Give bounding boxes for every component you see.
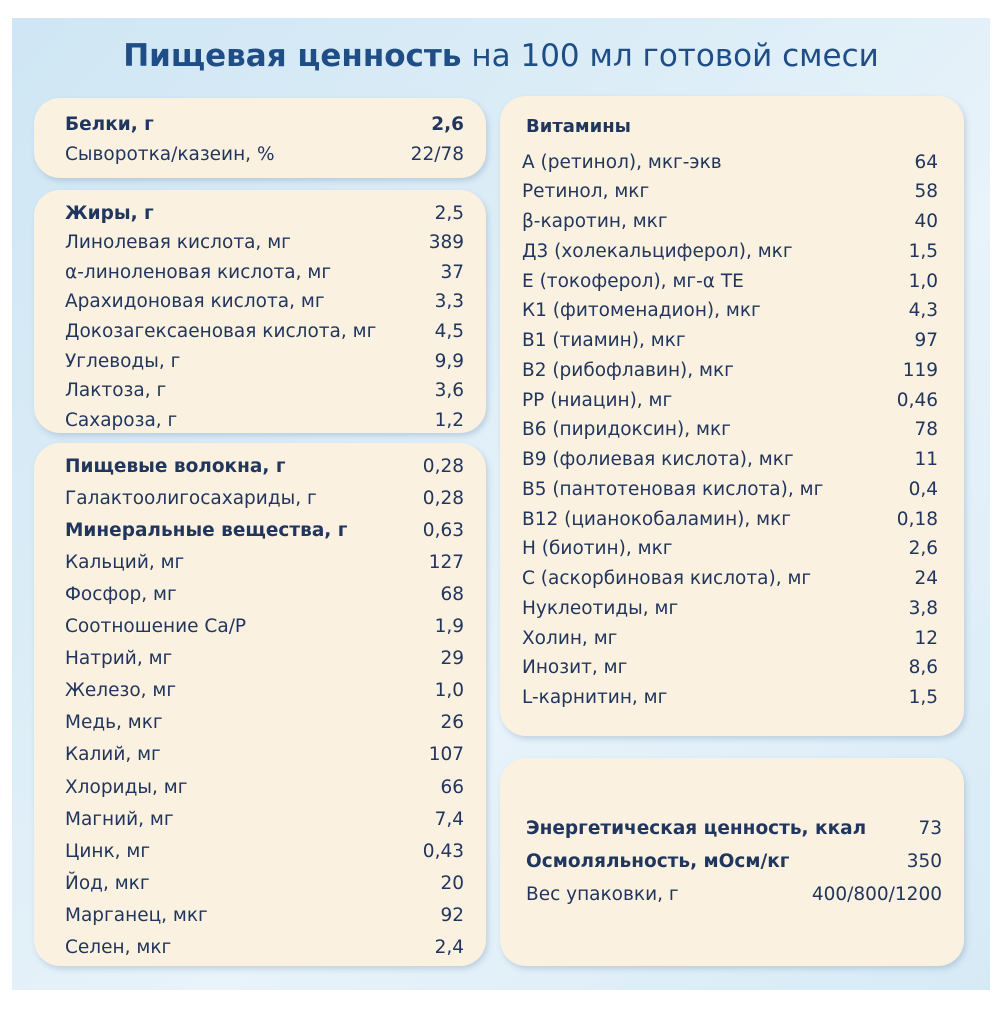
nutrient-row <box>65 110 464 138</box>
nutrient-label: Минеральные вещества, г <box>65 519 348 541</box>
nutrient-value: 40 <box>914 211 938 232</box>
nutrient-label: Йод, мкг <box>65 872 150 894</box>
nutrient-row <box>522 684 938 712</box>
vitamins-heading: Витамины <box>526 116 631 137</box>
nutrient-value: 1,5 <box>908 687 938 708</box>
nutrient-row <box>522 535 938 563</box>
nutrient-label: В12 (цианокобаламин), мкг <box>522 508 791 530</box>
nutrient-label: В1 (тиамин), мкг <box>522 330 686 351</box>
nutrient-label: Фосфор, мг <box>65 583 177 605</box>
nutrient-label: В2 (рибофлавин), мкг <box>522 359 734 381</box>
nutrient-row <box>65 258 464 286</box>
nutrient-value: 1,0 <box>434 680 464 702</box>
nutrient-value: 66 <box>440 776 464 798</box>
nutrient-label: Н (биотин), мкг <box>522 538 673 560</box>
nutrient-row <box>522 327 938 355</box>
nutrient-row <box>65 645 464 673</box>
nutrient-label: Селен, мкг <box>65 937 172 958</box>
nutrient-value: 1,0 <box>908 270 938 292</box>
nutrient-value: 20 <box>440 872 464 894</box>
nutrient-row <box>522 148 938 176</box>
page-title <box>0 38 1002 74</box>
nutrient-value: 2,6 <box>908 538 938 560</box>
title-rest: на 100 мл готовой смеси <box>461 38 879 74</box>
nutrient-label: А (ретинол), мкг-экв <box>522 151 722 173</box>
nutrient-value: 22/78 <box>410 143 464 165</box>
nutrient-value: 1,9 <box>434 616 464 637</box>
nutrient-value: 0,28 <box>422 455 464 477</box>
nutrient-row <box>526 847 942 875</box>
nutrient-value: 0,46 <box>896 389 938 411</box>
nutrient-row <box>65 934 464 962</box>
nutrient-value: 97 <box>914 330 938 351</box>
nutrient-row <box>65 406 464 434</box>
nutrient-label: Е (токоферол), мг-α ТЕ <box>522 270 744 292</box>
title-bold: Пищевая ценность <box>123 38 462 74</box>
nutrient-value: 4,5 <box>434 320 464 342</box>
nutrient-value: 0,4 <box>908 478 938 500</box>
nutrient-label: Галактоолигосахариды, г <box>65 487 317 509</box>
nutrient-value: 8,6 <box>908 657 938 679</box>
nutrient-label: Хлориды, мг <box>65 776 188 798</box>
energy-card <box>500 758 964 966</box>
nutrient-row <box>522 594 938 622</box>
nutrient-row <box>522 505 938 533</box>
nutrient-row <box>522 624 938 652</box>
proteins-card <box>34 98 486 178</box>
nutrient-label: Соотношение Са/Р <box>65 616 247 637</box>
nutrient-row <box>522 237 938 265</box>
nutrient-label: Пищевые волокна, г <box>65 455 286 477</box>
nutrient-label: Кальций, мг <box>65 551 185 573</box>
nutrient-row <box>65 805 464 833</box>
minerals-card <box>34 443 486 966</box>
nutrient-value: 29 <box>440 648 464 670</box>
nutrient-label: Углеводы, г <box>65 350 181 372</box>
nutrient-value: 2,5 <box>434 202 464 224</box>
nutrient-label: Докозагексаеновая кислота, мг <box>65 320 377 342</box>
nutrient-row <box>65 484 464 512</box>
nutrient-label: Медь, мкг <box>65 712 163 734</box>
nutrient-value: 350 <box>906 850 942 872</box>
nutrient-row <box>522 654 938 682</box>
nutrient-value: 107 <box>428 744 464 766</box>
nutrient-label: С (аскорбиновая кислота), мг <box>522 568 812 589</box>
nutrient-label: Железо, мг <box>65 680 177 702</box>
nutrient-label: Ретинол, мкг <box>522 181 650 203</box>
nutrient-row <box>65 199 464 227</box>
nutrient-value: 37 <box>440 261 464 283</box>
nutrient-value: 78 <box>914 419 938 441</box>
nutrient-label: β-каротин, мкг <box>522 211 668 232</box>
nutrient-value: 119 <box>902 359 938 381</box>
nutrient-row <box>65 452 464 480</box>
nutrient-value: 1,5 <box>908 240 938 262</box>
nutrient-label: Лактоза, г <box>65 380 167 402</box>
nutrient-label: Д3 (холекальциферол), мкг <box>522 240 793 262</box>
nutrient-row <box>65 229 464 257</box>
nutrient-row <box>522 475 938 503</box>
nutrient-row <box>522 356 938 384</box>
nutrient-value: 68 <box>440 583 464 605</box>
nutrient-row <box>65 347 464 375</box>
nutrient-row <box>65 288 464 316</box>
nutrient-value: 3,8 <box>908 597 938 619</box>
nutrient-value: 2,4 <box>434 937 464 958</box>
nutrient-value: 0,63 <box>422 519 464 541</box>
nutrient-label: Энергетическая ценность, ккал <box>526 817 867 839</box>
nutrient-value: 400/800/1200 <box>811 883 942 905</box>
nutrient-label: Жиры, г <box>65 202 154 224</box>
nutrient-row <box>65 709 464 737</box>
nutrient-value: 389 <box>428 232 464 254</box>
nutrient-row <box>522 178 938 206</box>
nutrient-row <box>65 869 464 897</box>
nutrient-label: Нуклеотиды, мг <box>522 597 679 619</box>
nutrient-row <box>65 677 464 705</box>
nutrient-row <box>65 901 464 929</box>
nutrient-value: 3,3 <box>434 291 464 313</box>
nutrient-row <box>65 773 464 801</box>
nutrient-row <box>522 446 938 474</box>
nutrient-label: L-карнитин, мг <box>522 687 668 708</box>
nutrient-row <box>526 814 942 842</box>
nutrient-label: Сыворотка/казеин, % <box>65 143 275 165</box>
nutrient-row <box>526 880 942 908</box>
nutrient-row <box>522 208 938 236</box>
nutrient-label: Холин, мг <box>522 627 618 649</box>
nutrient-row <box>65 516 464 544</box>
nutrient-value: 12 <box>914 627 938 649</box>
fats-carbs-card <box>34 190 486 433</box>
nutrient-value: 0,18 <box>896 508 938 530</box>
nutrient-label: В9 (фолиевая кислота), мкг <box>522 449 794 470</box>
nutrient-value: 26 <box>440 712 464 734</box>
nutrient-row <box>522 386 938 414</box>
nutrient-label: Арахидоновая кислота, мг <box>65 291 325 313</box>
nutrient-label: Марганец, мкг <box>65 904 208 926</box>
nutrient-row <box>65 317 464 345</box>
nutrient-label: Вес упаковки, г <box>526 883 679 905</box>
nutrient-row <box>65 741 464 769</box>
nutrient-label: РР (ниацин), мг <box>522 389 673 411</box>
nutrient-row <box>522 267 938 295</box>
nutrient-value: 73 <box>918 817 942 839</box>
nutrient-label: Линолевая кислота, мг <box>65 232 291 254</box>
nutrient-row <box>65 837 464 865</box>
nutrient-value: 58 <box>914 181 938 203</box>
nutrient-row <box>522 416 938 444</box>
nutrient-value: 24 <box>914 568 938 589</box>
nutrient-value: 92 <box>440 904 464 926</box>
nutrient-value: 7,4 <box>434 808 464 830</box>
nutrient-label: В6 (пиридоксин), мкг <box>522 419 731 441</box>
nutrient-label: Инозит, мг <box>522 657 628 679</box>
nutrient-value: 4,3 <box>908 300 938 322</box>
nutrient-value: 127 <box>428 551 464 573</box>
nutrient-row <box>65 140 464 168</box>
nutrient-label: Сахароза, г <box>65 409 178 431</box>
nutrient-label: В5 (пантотеновая кислота), мг <box>522 478 824 500</box>
nutrient-row <box>65 580 464 608</box>
nutrient-row <box>522 565 938 593</box>
nutrient-label: К1 (фитоменадион), мкг <box>522 300 761 322</box>
nutrient-value: 11 <box>914 449 938 470</box>
nutrient-label: Магний, мг <box>65 808 174 830</box>
nutrient-label: Калий, мг <box>65 744 161 766</box>
nutrient-label: Натрий, мг <box>65 648 173 670</box>
nutrient-value: 0,43 <box>422 840 464 862</box>
nutrient-row <box>65 548 464 576</box>
nutrient-value: 2,6 <box>431 113 464 135</box>
nutrient-label: Цинк, мг <box>65 840 151 862</box>
nutrient-row <box>65 613 464 641</box>
vitamins-card <box>500 96 964 736</box>
nutrient-label: Осмоляльность, мОсм/кг <box>526 850 790 872</box>
nutrient-value: 3,6 <box>434 380 464 402</box>
nutrient-row <box>65 377 464 405</box>
nutrient-label: Белки, г <box>65 113 154 135</box>
nutrient-label: α-линоленовая кислота, мг <box>65 261 332 283</box>
nutrient-row <box>522 297 938 325</box>
nutrient-value: 64 <box>914 151 938 173</box>
nutrient-value: 9,9 <box>434 350 464 372</box>
nutrient-value: 0,28 <box>422 487 464 509</box>
nutrient-value: 1,2 <box>434 409 464 431</box>
